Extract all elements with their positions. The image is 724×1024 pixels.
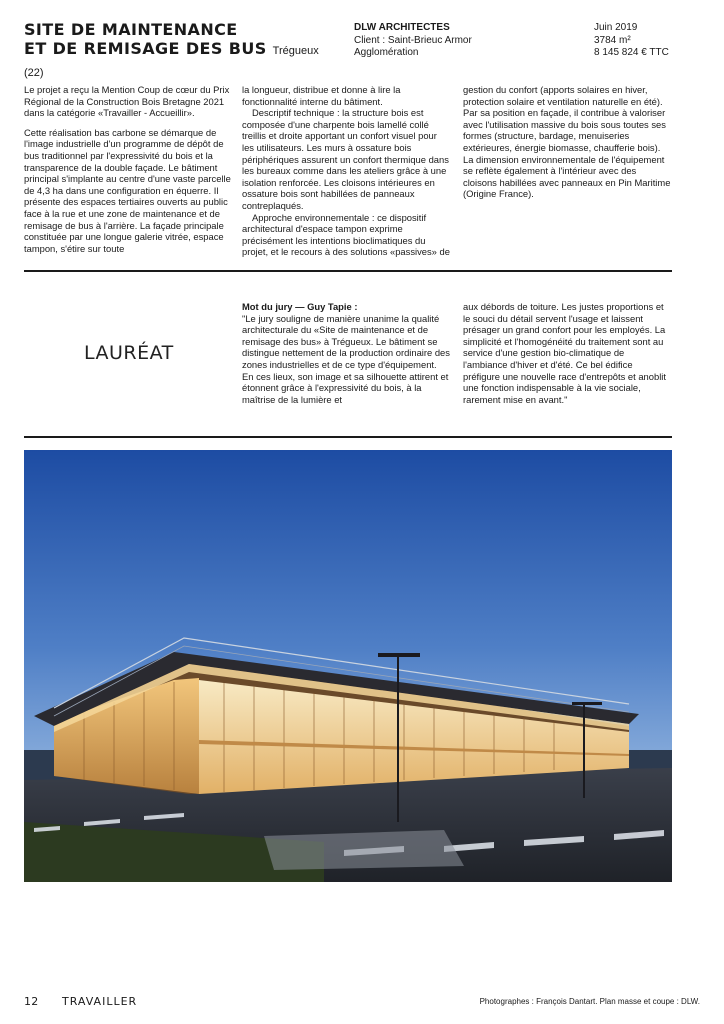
photo-credit: Photographes : François Dantart. Plan masse et coupe : DLW. xyxy=(479,997,700,1006)
paragraph-comfort: gestion du confort (apports solaires en hiver, protection solaire et ventilation naturelle en été). Par sa position en façade, il contribue à valoriser avec l'utilisation massive du bois sous toutes ses formes (structure, bardage, menuiseries extérieures, énergie biomasse, chaufferie bois). La dimension environnementale de l'équipement se reflète également à l'intérieur avec des cloisons habillées avec panneaux en Pin Maritime (Origine France). xyxy=(463,84,671,200)
jury-quote-part-1: "Le jury souligne de manière unanime la qualité architecturale du «Site de maintenance et de remisage des bus» à Trégueux. Le bâtiment se distingue nettement de la production ordinaire des zones industrielles et de ce type d'équipement. En ces lieux, son image et sa silhouette attirent et étonnent grâce à l'expressivité du bois, à la maîtrise de la lumière et xyxy=(242,312,450,405)
page-title xyxy=(24,20,334,83)
title-line-1: SITE DE MAINTENANCE xyxy=(24,20,238,39)
paragraph-facade: la longueur, distribue et donne à lire la fonctionnalité interne du bâtiment. xyxy=(242,84,401,107)
section-label: TRAVAILLER xyxy=(62,995,138,1008)
project-facts xyxy=(594,22,704,60)
building-photo xyxy=(24,450,672,882)
project-surface: 3784 m² xyxy=(594,34,631,46)
page-number: 12 xyxy=(24,995,39,1008)
jury-heading: Mot du jury — Guy Tapie : xyxy=(242,301,358,312)
project-date: Juin 2019 xyxy=(594,22,638,33)
laureat-label: LAURÉAT xyxy=(84,342,174,364)
divider-bottom xyxy=(24,436,672,438)
paragraph-mention: Le projet a reçu la Mention Coup de cœur du Prix Régional de la Construction Bois Bretagne 2021 dans la catégorie «Travailler - Accueillir». xyxy=(24,84,230,119)
body-columns xyxy=(24,84,672,264)
project-cost: 8 145 824 € TTC xyxy=(594,47,669,58)
project-location: Trégueux (22) xyxy=(24,45,319,79)
client-line-2: Agglomération xyxy=(354,47,419,58)
paragraph-technique: Descriptif technique : la structure bois est composée d'une charpente bois lamellé collé treillis et droite apportant un confort visuel pour les utilisateurs. Les murs à ossature bois périphériques assurent un confort thermique dans les bureaux comme dans les ateliers grâce à une isolation renforcée. Les cloisons intérieures en ossature bois sont habillées de panneaux contreplaqués. xyxy=(242,107,449,211)
architect-firm: DLW ARCHITECTES xyxy=(354,22,450,33)
jury-column-2 xyxy=(463,301,671,405)
jury-quote-part-2: aux débords de toiture. Les justes proportions et le souci du détail servent l'usage et laissent présager un grand confort pour les employés. La simplicité et l'homogénéité du traitement sont au service d'une gestion bio-climatique de l'ambiance d'hiver et d'été. Ce bel édifice préfigure une nouvelle race d'entrepôts et anoblit une fonction indispensable à la vie sociale, rarement mise en avant." xyxy=(463,301,666,405)
client-line-1: Client : Saint-Brieuc Armor xyxy=(354,34,472,46)
body-column-2 xyxy=(242,84,450,258)
title-line-2: ET DE REMISAGE DES BUS xyxy=(24,39,267,58)
jury-column-1 xyxy=(242,301,450,405)
paragraph-environment: Approche environnementale : ce dispositif architectural d'espace tampon exprime précisément les intentions bioclimatiques du projet, et le recours à des solutions «passives» de xyxy=(242,211,450,258)
title-block xyxy=(24,20,334,83)
body-column-3 xyxy=(463,84,671,200)
body-column-1 xyxy=(24,84,232,254)
project-credits xyxy=(354,22,554,60)
paragraph-description: Cette réalisation bas carbone se démarque de l'image industrielle d'un programme de dépôt de bus traditionnel par l'expressivité du bois et la transparence de la double façade. Le bâtiment principal s'implante au centre d'une vaste parcelle de 4,3 ha dans une configuration en équerre. Il présente des espaces tertiaires ouverts au public face à la rue et une zone de maintenance et de remisage de bus à l'arrière. La façade principale constituée par une longue galerie vitrée, espace tampon, s'étire sur toute xyxy=(24,126,231,254)
divider-top xyxy=(24,270,672,272)
